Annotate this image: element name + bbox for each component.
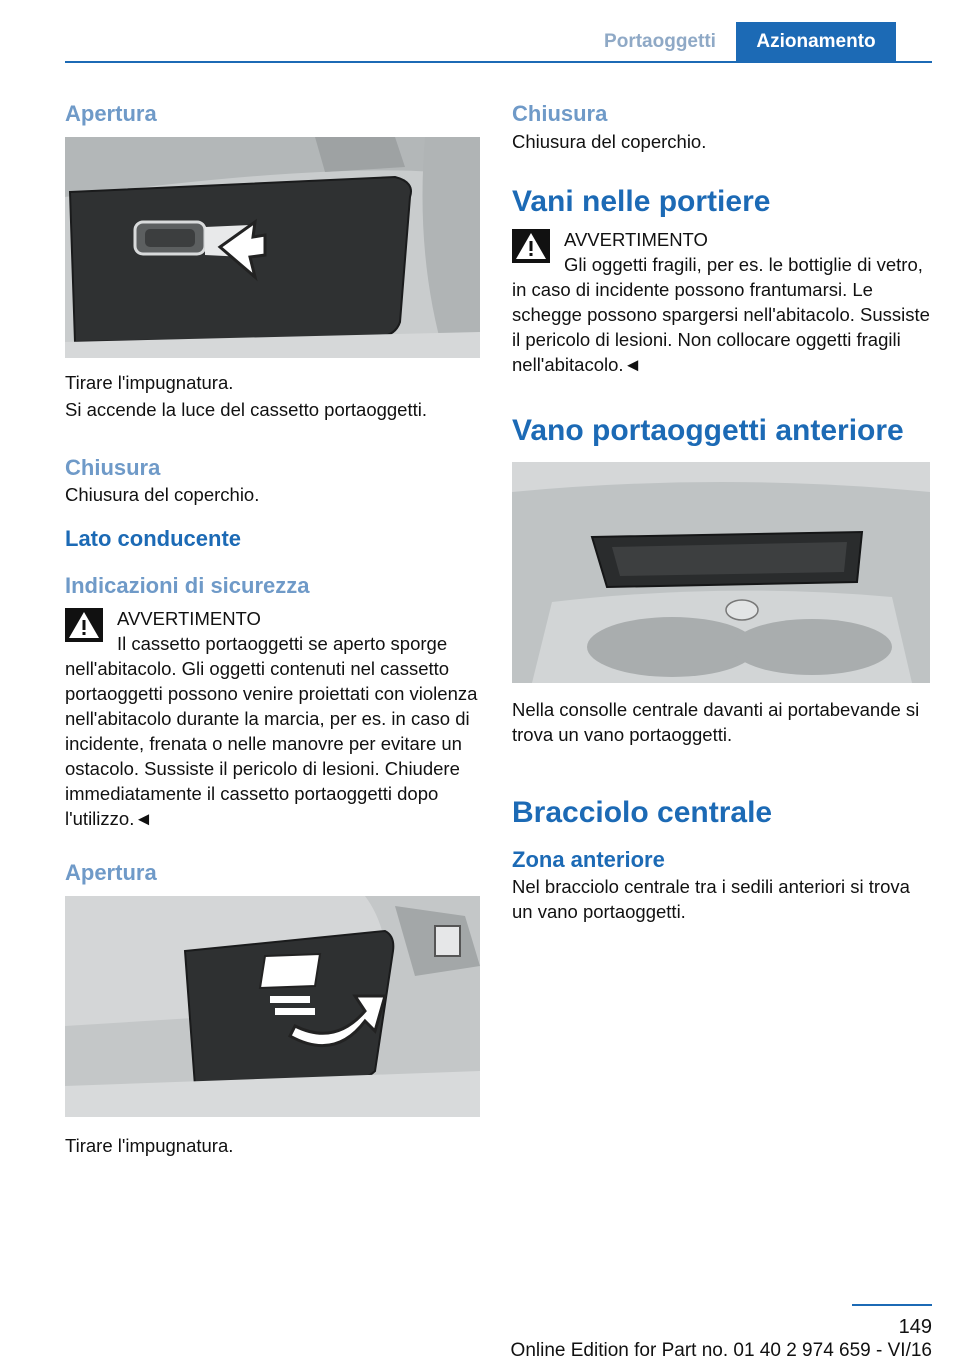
heading-vani-portiere: Vani nelle portiere bbox=[512, 184, 771, 218]
heading-vano-anteriore: Vano portaoggetti anteriore bbox=[512, 413, 904, 447]
warning-body: Il cassetto portaoggetti se aperto sporge nell'abitacolo. Gli oggetti contenuti nel cassetto portaoggetti possono venire proiettati con violenza nell'abitacolo durante la marcia, per es. in caso di incidente, frenata o nelle manovre per evitare un ostacolo. Sussiste il pericolo di lesioni. Chiudere immediatamente il cassetto portaoggetti dopo l'utilizzo.◄ bbox=[65, 633, 478, 830]
header-chapter-tab: Azionamento bbox=[736, 22, 896, 62]
left-column bbox=[65, 100, 480, 1158]
warning-title: AVVERTIMENTO bbox=[564, 228, 708, 250]
text-bracciolo: Nel bracciolo centrale tra i sedili anteriori si trova un vano portaoggetti. bbox=[512, 876, 910, 923]
header-section-tab: Portaoggetti bbox=[604, 31, 716, 52]
warning-door-pockets bbox=[512, 227, 930, 377]
warning-triangle-icon bbox=[65, 608, 103, 642]
text-chiusura-1: Chiusura del coperchio. bbox=[65, 484, 260, 506]
heading-apertura-2: Apertura bbox=[65, 860, 157, 886]
warning-body: Gli oggetti fragili, per es. le bottiglie di vetro, in caso di incidente possono frantumarsi. Le schegge possono spargersi nell'abitacolo. Sussiste il pericolo di lesioni. Non collocare oggetti fragili nell'abitacolo.◄ bbox=[512, 253, 930, 375]
text-apertura-1-step: Tirare l'impugnatura. bbox=[65, 371, 234, 393]
warning-title: AVVERTIMENTO bbox=[117, 608, 261, 630]
driver-compartment-image bbox=[65, 896, 480, 1117]
page-number: 149 bbox=[898, 1316, 932, 1338]
header-rule bbox=[65, 61, 932, 63]
footer-edition: Online Edition for Part no. 01 40 2 974 659 - VI/16 bbox=[510, 1340, 932, 1361]
front-compartment-image bbox=[512, 462, 930, 683]
text-apertura-2-step: Tirare l'impugnatura. bbox=[65, 1134, 234, 1156]
heading-bracciolo: Bracciolo centrale bbox=[512, 795, 773, 829]
text-vano-anteriore: Nella consolle centrale davanti ai portabevande si trova un vano portaoggetti. bbox=[512, 698, 920, 745]
text-apertura-1-light: Si accende la luce del cassetto portaoggetti. bbox=[65, 398, 428, 420]
heading-chiusura-1: Chiusura bbox=[65, 454, 161, 480]
heading-chiusura-2: Chiusura bbox=[512, 101, 608, 126]
text-chiusura-2: Chiusura del coperchio. bbox=[512, 130, 707, 152]
heading-apertura-1: Apertura bbox=[65, 101, 157, 126]
warning-glovebox bbox=[65, 606, 480, 831]
heading-zona-anteriore: Zona anteriore bbox=[512, 846, 665, 872]
heading-indicazioni-sicurezza: Indicazioni di sicurezza bbox=[65, 572, 310, 598]
footer-rule bbox=[852, 1304, 932, 1306]
heading-lato-conducente: Lato conducente bbox=[65, 526, 242, 552]
warning-triangle-icon bbox=[512, 229, 550, 263]
right-column bbox=[512, 100, 930, 924]
glovebox-opening-image bbox=[65, 137, 480, 358]
